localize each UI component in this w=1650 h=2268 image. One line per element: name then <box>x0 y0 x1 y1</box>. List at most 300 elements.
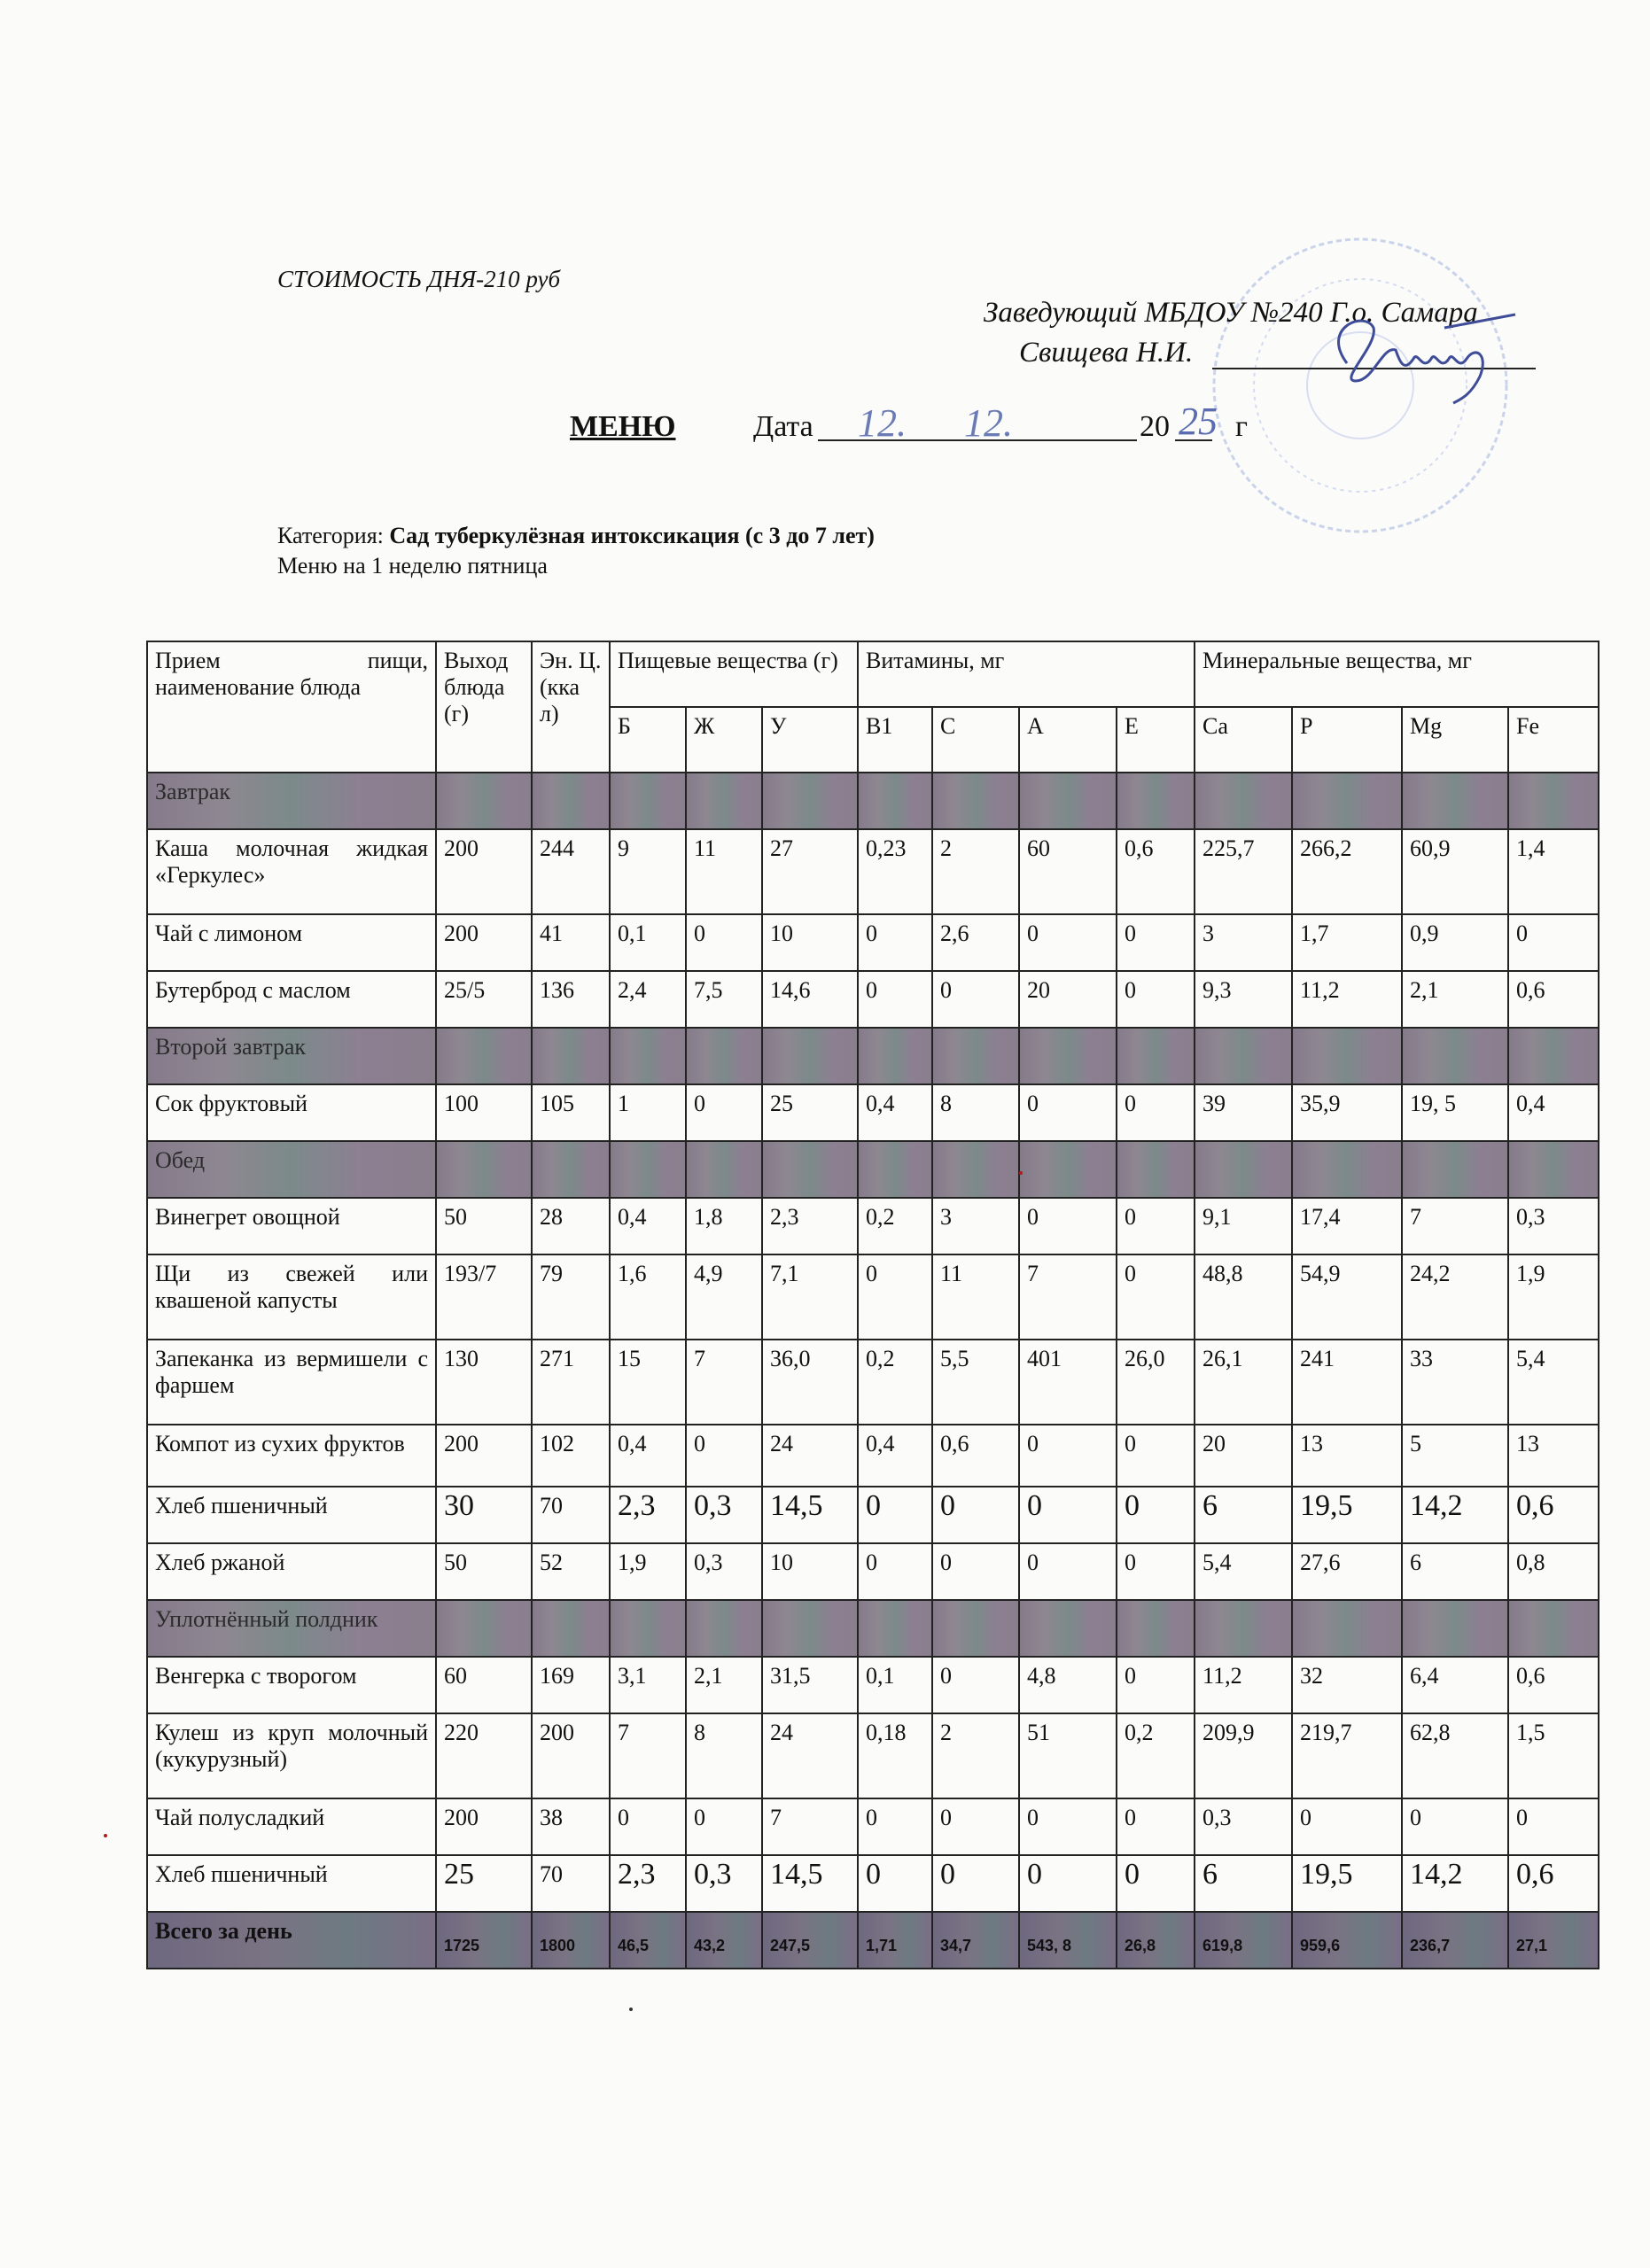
value-cell: 1,4 <box>1508 829 1599 914</box>
table-row <box>147 1713 1599 1798</box>
section-name: Второй завтрак <box>147 1028 436 1084</box>
subheader-cell: Mg <box>1402 707 1508 773</box>
value-cell: 3 <box>1195 914 1292 971</box>
value-cell: 130 <box>436 1340 532 1425</box>
section-cell <box>1508 1600 1599 1657</box>
value-cell: 2 <box>932 829 1019 914</box>
section-cell <box>532 773 610 829</box>
value-cell: 3,1 <box>610 1657 686 1713</box>
value-cell: 0,6 <box>1508 1487 1599 1543</box>
value-cell: 0,6 <box>932 1425 1019 1487</box>
section-cell <box>1117 1141 1195 1198</box>
value-cell: 4,9 <box>686 1254 762 1340</box>
section-cell <box>1292 1028 1402 1084</box>
value-cell: 0,18 <box>858 1713 932 1798</box>
dish-name: Хлеб пшеничный <box>147 1855 436 1912</box>
value-cell: 11,2 <box>1292 971 1402 1028</box>
value-cell: 0 <box>1019 1198 1117 1254</box>
value-cell: 79 <box>532 1254 610 1340</box>
value-cell: 25 <box>436 1855 532 1912</box>
value-cell: 19, 5 <box>1402 1084 1508 1141</box>
section-cell <box>1117 1600 1195 1657</box>
value-cell: 31,5 <box>762 1657 858 1713</box>
dish-name: Запеканка из вермишели с фаршем <box>147 1340 436 1425</box>
value-cell: 11 <box>932 1254 1019 1340</box>
value-cell: 0 <box>1292 1798 1402 1855</box>
table-row <box>147 829 1599 914</box>
value-cell: 1 <box>610 1084 686 1141</box>
value-cell: 50 <box>436 1543 532 1600</box>
section-cell <box>762 1028 858 1084</box>
table-row <box>147 1340 1599 1425</box>
value-cell: 6,4 <box>1402 1657 1508 1713</box>
value-cell: 7,1 <box>762 1254 858 1340</box>
value-cell: 200 <box>436 829 532 914</box>
value-cell: 0,6 <box>1508 971 1599 1028</box>
value-cell: 7 <box>762 1798 858 1855</box>
section-cell <box>1292 1600 1402 1657</box>
table-row <box>147 1657 1599 1713</box>
value-cell: 0 <box>858 1254 932 1340</box>
section-cell <box>1402 773 1508 829</box>
total-row <box>147 1912 1599 1969</box>
value-cell: 0,9 <box>1402 914 1508 971</box>
dish-name: Щи из свежей или квашеной капусты <box>147 1254 436 1340</box>
value-cell: 0 <box>1019 1487 1117 1543</box>
day-cost: СТОИМОСТЬ ДНЯ-210 руб <box>277 266 561 292</box>
menu-title: МЕНЮ <box>570 410 676 443</box>
value-cell: 0 <box>1117 1798 1195 1855</box>
value-cell: 0 <box>1117 1254 1195 1340</box>
section-cell <box>932 1028 1019 1084</box>
value-cell: 0 <box>932 1657 1019 1713</box>
value-cell: 2,3 <box>762 1198 858 1254</box>
value-cell: 169 <box>532 1657 610 1713</box>
header-vitamins: Витамины, мг <box>858 641 1195 707</box>
value-cell: 0 <box>858 1798 932 1855</box>
value-cell: 60 <box>436 1657 532 1713</box>
value-cell: 0 <box>686 1798 762 1855</box>
value-cell: 7 <box>1019 1254 1117 1340</box>
value-cell: 5,4 <box>1508 1340 1599 1425</box>
section-cell <box>1195 1600 1292 1657</box>
value-cell: 136 <box>532 971 610 1028</box>
value-cell: 50 <box>436 1198 532 1254</box>
value-cell: 0,3 <box>1508 1198 1599 1254</box>
value-cell: 0 <box>1402 1798 1508 1855</box>
value-cell: 0 <box>1117 1198 1195 1254</box>
value-cell: 60,9 <box>1402 829 1508 914</box>
value-cell: 0,6 <box>1117 829 1195 914</box>
value-cell: 0 <box>686 1425 762 1487</box>
value-cell: 26,0 <box>1117 1340 1195 1425</box>
value-cell: 0 <box>1019 1798 1117 1855</box>
value-cell: 0 <box>858 1487 932 1543</box>
value-cell: 244 <box>532 829 610 914</box>
section-row <box>147 1141 1599 1198</box>
section-cell <box>762 1141 858 1198</box>
value-cell: 14,2 <box>1402 1487 1508 1543</box>
value-cell: 0,4 <box>858 1425 932 1487</box>
value-cell: 247,5 <box>762 1912 858 1969</box>
stray-mark <box>1019 1171 1023 1175</box>
table-row <box>147 914 1599 971</box>
value-cell: 30 <box>436 1487 532 1543</box>
director-title: Заведующий МБДОУ №240 Г.о. Самара <box>984 297 1478 329</box>
value-cell: 0 <box>1117 1084 1195 1141</box>
section-cell <box>436 1028 532 1084</box>
date-suffix: г <box>1235 410 1248 443</box>
section-cell <box>858 1141 932 1198</box>
director-name: Свищева Н.И. <box>1019 337 1194 369</box>
section-cell <box>932 1600 1019 1657</box>
value-cell: 0,1 <box>610 914 686 971</box>
stray-mark <box>629 2008 633 2011</box>
value-cell: 193/7 <box>436 1254 532 1340</box>
value-cell: 0 <box>686 914 762 971</box>
value-cell: 0 <box>1019 914 1117 971</box>
value-cell: 102 <box>532 1425 610 1487</box>
value-cell: 0 <box>610 1798 686 1855</box>
table-row <box>147 1798 1599 1855</box>
value-cell: 0 <box>1117 914 1195 971</box>
value-cell: 48,8 <box>1195 1254 1292 1340</box>
section-cell <box>1508 1141 1599 1198</box>
section-cell <box>1195 1141 1292 1198</box>
dish-name: Бутерброд с маслом <box>147 971 436 1028</box>
value-cell: 70 <box>532 1855 610 1912</box>
value-cell: 543, 8 <box>1019 1912 1117 1969</box>
section-cell <box>686 773 762 829</box>
table-row <box>147 1543 1599 1600</box>
value-cell: 32 <box>1292 1657 1402 1713</box>
section-row <box>147 1028 1599 1084</box>
value-cell: 43,2 <box>686 1912 762 1969</box>
value-cell: 220 <box>436 1713 532 1798</box>
value-cell: 1725 <box>436 1912 532 1969</box>
value-cell: 14,5 <box>762 1487 858 1543</box>
value-cell: 0,6 <box>1508 1657 1599 1713</box>
table-row <box>147 1487 1599 1543</box>
table-row <box>147 1425 1599 1487</box>
section-cell <box>610 1600 686 1657</box>
value-cell: 19,5 <box>1292 1855 1402 1912</box>
subheader-cell: Са <box>1195 707 1292 773</box>
section-cell <box>932 1141 1019 1198</box>
value-cell: 0,3 <box>686 1487 762 1543</box>
value-cell: 9,1 <box>1195 1198 1292 1254</box>
section-cell <box>858 1028 932 1084</box>
dish-name: Винегрет овощной <box>147 1198 436 1254</box>
value-cell: 200 <box>436 914 532 971</box>
section-cell <box>1292 1141 1402 1198</box>
value-cell: 200 <box>532 1713 610 1798</box>
subheader-cell: Р <box>1292 707 1402 773</box>
value-cell: 51 <box>1019 1713 1117 1798</box>
subheader-cell: Е <box>1117 707 1195 773</box>
value-cell: 219,7 <box>1292 1713 1402 1798</box>
value-cell: 0 <box>858 971 932 1028</box>
section-cell <box>1117 773 1195 829</box>
value-cell: 15 <box>610 1340 686 1425</box>
value-cell: 0,3 <box>686 1543 762 1600</box>
table-header-row <box>147 641 1599 707</box>
signature <box>1311 310 1524 408</box>
value-cell: 24 <box>762 1425 858 1487</box>
value-cell: 0 <box>932 1855 1019 1912</box>
section-cell <box>610 1141 686 1198</box>
dish-name: Чай полусладкий <box>147 1798 436 1855</box>
header-output: Выход блюда (г) <box>436 641 532 773</box>
value-cell: 7 <box>610 1713 686 1798</box>
value-cell: 25 <box>762 1084 858 1141</box>
section-cell <box>686 1141 762 1198</box>
section-cell <box>858 1600 932 1657</box>
section-cell <box>436 1600 532 1657</box>
section-name: Завтрак <box>147 773 436 829</box>
value-cell: 0 <box>1117 1487 1195 1543</box>
value-cell: 6 <box>1195 1855 1292 1912</box>
value-cell: 70 <box>532 1487 610 1543</box>
dish-name: Компот из сухих фруктов <box>147 1425 436 1487</box>
value-cell: 2,3 <box>610 1487 686 1543</box>
value-cell: 0 <box>1019 1425 1117 1487</box>
value-cell: 0,4 <box>858 1084 932 1141</box>
section-cell <box>1402 1028 1508 1084</box>
table-row <box>147 1198 1599 1254</box>
section-name: Обед <box>147 1141 436 1198</box>
year-line <box>1175 439 1212 441</box>
value-cell: 7 <box>1402 1198 1508 1254</box>
section-cell <box>1019 1600 1117 1657</box>
value-cell: 0,2 <box>1117 1713 1195 1798</box>
value-cell: 0 <box>1117 971 1195 1028</box>
subheader-cell: А <box>1019 707 1117 773</box>
value-cell: 2,3 <box>610 1855 686 1912</box>
value-cell: 0,23 <box>858 829 932 914</box>
value-cell: 200 <box>436 1798 532 1855</box>
value-cell: 236,7 <box>1402 1912 1508 1969</box>
value-cell: 2,4 <box>610 971 686 1028</box>
value-cell: 34,7 <box>932 1912 1019 1969</box>
value-cell: 3 <box>932 1198 1019 1254</box>
value-cell: 0 <box>1508 1798 1599 1855</box>
stray-mark <box>104 1834 107 1837</box>
value-cell: 2,1 <box>686 1657 762 1713</box>
value-cell: 0 <box>858 1543 932 1600</box>
section-cell <box>1019 1141 1117 1198</box>
dish-name: Сок фруктовый <box>147 1084 436 1141</box>
section-cell <box>1508 773 1599 829</box>
value-cell: 1,5 <box>1508 1713 1599 1798</box>
value-cell: 9,3 <box>1195 971 1292 1028</box>
value-cell: 5,5 <box>932 1340 1019 1425</box>
value-cell: 6 <box>1195 1487 1292 1543</box>
section-cell <box>532 1141 610 1198</box>
value-cell: 0,3 <box>1195 1798 1292 1855</box>
value-cell: 14,5 <box>762 1855 858 1912</box>
value-cell: 0,2 <box>858 1340 932 1425</box>
value-cell: 62,8 <box>1402 1713 1508 1798</box>
section-cell <box>1402 1600 1508 1657</box>
section-cell <box>436 1141 532 1198</box>
subheader-cell: Б <box>610 707 686 773</box>
category-value: Сад туберкулёзная интоксикация (с 3 до 7 лет) <box>389 523 875 548</box>
dish-name: Чай с лимоном <box>147 914 436 971</box>
value-cell: 13 <box>1292 1425 1402 1487</box>
value-cell: 27,1 <box>1508 1912 1599 1969</box>
value-cell: 200 <box>436 1425 532 1487</box>
value-cell: 25/5 <box>436 971 532 1028</box>
value-cell: 20 <box>1019 971 1117 1028</box>
value-cell: 5,4 <box>1195 1543 1292 1600</box>
value-cell: 13 <box>1508 1425 1599 1487</box>
section-row <box>147 773 1599 829</box>
section-cell <box>436 773 532 829</box>
dish-name: Хлеб ржаной <box>147 1543 436 1600</box>
value-cell: 19,5 <box>1292 1487 1402 1543</box>
value-cell: 1,9 <box>1508 1254 1599 1340</box>
value-cell: 0 <box>1117 1855 1195 1912</box>
section-cell <box>610 773 686 829</box>
dish-name: Каша молочная жидкая «Геркулес» <box>147 829 436 914</box>
value-cell: 0 <box>932 971 1019 1028</box>
section-cell <box>1117 1028 1195 1084</box>
value-cell: 241 <box>1292 1340 1402 1425</box>
value-cell: 0,3 <box>686 1855 762 1912</box>
value-cell: 17,4 <box>1292 1198 1402 1254</box>
value-cell: 2 <box>932 1713 1019 1798</box>
value-cell: 0 <box>932 1487 1019 1543</box>
value-cell: 26,8 <box>1117 1912 1195 1969</box>
value-cell: 2,6 <box>932 914 1019 971</box>
dish-name: Венгерка с творогом <box>147 1657 436 1713</box>
section-name: Уплотнённый полдник <box>147 1600 436 1657</box>
value-cell: 0,4 <box>610 1198 686 1254</box>
value-cell: 28 <box>532 1198 610 1254</box>
value-cell: 271 <box>532 1340 610 1425</box>
value-cell: 105 <box>532 1084 610 1141</box>
table-row <box>147 971 1599 1028</box>
value-cell: 0 <box>1019 1543 1117 1600</box>
table-row <box>147 1084 1599 1141</box>
value-cell: 5 <box>1402 1425 1508 1487</box>
value-cell: 100 <box>436 1084 532 1141</box>
subheader-cell: Fe <box>1508 707 1599 773</box>
value-cell: 0,6 <box>1508 1855 1599 1912</box>
value-cell: 0 <box>686 1084 762 1141</box>
section-cell <box>1292 773 1402 829</box>
table-row <box>147 1254 1599 1340</box>
value-cell: 26,1 <box>1195 1340 1292 1425</box>
value-cell: 11,2 <box>1195 1657 1292 1713</box>
value-cell: 38 <box>532 1798 610 1855</box>
value-cell: 7 <box>686 1340 762 1425</box>
section-cell <box>1508 1028 1599 1084</box>
header-minerals: Минеральные вещества, мг <box>1195 641 1599 707</box>
value-cell: 36,0 <box>762 1340 858 1425</box>
dish-name: Всего за день <box>147 1912 436 1969</box>
date-year: 25 <box>1179 400 1218 443</box>
date-label: Дата <box>753 410 813 443</box>
dish-name: Хлеб пшеничный <box>147 1487 436 1543</box>
category-label: Категория: <box>277 523 390 548</box>
section-cell <box>1019 1028 1117 1084</box>
section-row <box>147 1600 1599 1657</box>
section-cell <box>610 1028 686 1084</box>
value-cell: 0 <box>1019 1855 1117 1912</box>
section-cell <box>762 1600 858 1657</box>
value-cell: 209,9 <box>1195 1713 1292 1798</box>
value-cell: 0 <box>1117 1657 1195 1713</box>
value-cell: 20 <box>1195 1425 1292 1487</box>
date-century: 20 <box>1140 410 1170 443</box>
value-cell: 959,6 <box>1292 1912 1402 1969</box>
value-cell: 46,5 <box>610 1912 686 1969</box>
date-day: 12. <box>858 401 907 445</box>
section-cell <box>532 1028 610 1084</box>
value-cell: 0 <box>932 1798 1019 1855</box>
value-cell: 0 <box>1117 1425 1195 1487</box>
value-cell: 1800 <box>532 1912 610 1969</box>
date-month: 12. <box>964 401 1013 445</box>
header-meal: Прием пищи, наименование блюда <box>147 641 436 773</box>
value-cell: 54,9 <box>1292 1254 1402 1340</box>
value-cell: 8 <box>932 1084 1019 1141</box>
value-cell: 41 <box>532 914 610 971</box>
section-cell <box>932 773 1019 829</box>
value-cell: 10 <box>762 1543 858 1600</box>
subheader-cell: С <box>932 707 1019 773</box>
section-cell <box>1195 773 1292 829</box>
week-line: Меню на 1 неделю пятница <box>277 553 548 579</box>
value-cell: 10 <box>762 914 858 971</box>
value-cell: 1,9 <box>610 1543 686 1600</box>
header-energy: Эн. Ц. (кка л) <box>532 641 610 773</box>
value-cell: 9 <box>610 829 686 914</box>
value-cell: 6 <box>1402 1543 1508 1600</box>
value-cell: 14,2 <box>1402 1855 1508 1912</box>
value-cell: 35,9 <box>1292 1084 1402 1141</box>
section-cell <box>1195 1028 1292 1084</box>
value-cell: 0 <box>932 1543 1019 1600</box>
value-cell: 8 <box>686 1713 762 1798</box>
value-cell: 225,7 <box>1195 829 1292 914</box>
section-cell <box>762 773 858 829</box>
value-cell: 52 <box>532 1543 610 1600</box>
value-cell: 1,7 <box>1292 914 1402 971</box>
value-cell: 619,8 <box>1195 1912 1292 1969</box>
value-cell: 60 <box>1019 829 1117 914</box>
table-row <box>147 1855 1599 1912</box>
value-cell: 0 <box>1117 1543 1195 1600</box>
value-cell: 4,8 <box>1019 1657 1117 1713</box>
value-cell: 11 <box>686 829 762 914</box>
value-cell: 7,5 <box>686 971 762 1028</box>
value-cell: 14,6 <box>762 971 858 1028</box>
value-cell: 1,71 <box>858 1912 932 1969</box>
value-cell: 0 <box>858 1855 932 1912</box>
value-cell: 0 <box>1019 1084 1117 1141</box>
value-cell: 39 <box>1195 1084 1292 1141</box>
value-cell: 27 <box>762 829 858 914</box>
value-cell: 27,6 <box>1292 1543 1402 1600</box>
value-cell: 0,4 <box>1508 1084 1599 1141</box>
dish-name: Кулеш из круп молочный (кукурузный) <box>147 1713 436 1798</box>
value-cell: 24 <box>762 1713 858 1798</box>
value-cell: 401 <box>1019 1340 1117 1425</box>
menu-table <box>146 641 1599 1969</box>
